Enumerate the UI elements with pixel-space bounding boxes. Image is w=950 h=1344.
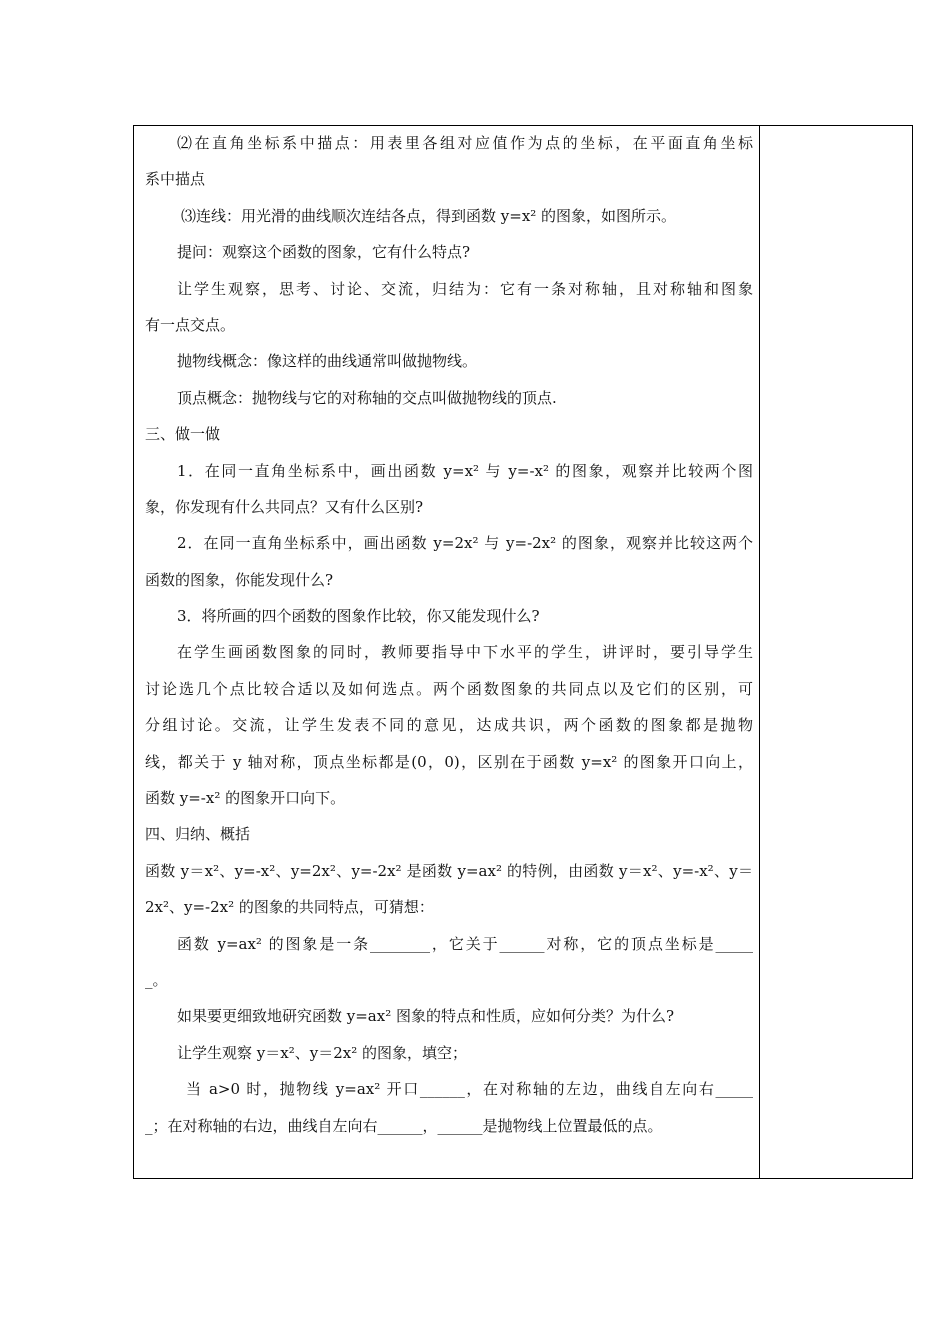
text-line-5: 让学生观察，思考、讨论、交流，归结为：它有一条对称轴，且对称轴和图象 [177, 279, 753, 298]
text-line-11: 象，你发现有什么共同点？又有什么区别? [145, 497, 424, 516]
fill-blank-line-2: _。 [145, 970, 168, 989]
text-line-25: 如果要更细致地研究函数 y=ax² 图象的特点和性质，应如何分类？为什么? [177, 1007, 675, 1026]
text-line-18: 线，都关于 y 轴对称，顶点坐标都是(0，0)，区别在于函数 y=x² 的图象开口向上， [145, 752, 753, 771]
text-line-8: 顶点概念：抛物线与它的对称轴的交点叫做抛物线的顶点. [177, 388, 557, 407]
text-line-16: 讨论选几个点比较合适以及如何选点。两个函数图象的共同点以及它们的区别，可 [145, 679, 753, 698]
lesson-content [145, 125, 753, 1144]
text-line-14: 3．将所画的四个函数的图象作比较，你又能发现什么? [177, 607, 540, 626]
text-line-2: 系中描点 [145, 170, 206, 189]
text-line-19: 函数 y=-x² 的图象开口向下。 [145, 789, 346, 808]
text-line-13: 函数的图象，你能发现什么? [145, 570, 334, 589]
fill-blank-line-3: 当 a>0 时，抛物线 y=ax² 开口______，在对称轴的左边，曲线自左向右_____ [186, 1080, 753, 1099]
table-column-divider [759, 125, 760, 1179]
text-line-1: ⑵在直角坐标系中描点：用表里各组对应值作为点的坐标，在平面直角坐标 [177, 134, 753, 152]
text-line-6: 有一点交点。 [145, 315, 236, 334]
text-line-17: 分组讨论。交流，让学生发表不同的意见，达成共识，两个函数的图象都是抛物 [145, 716, 753, 735]
text-line-15: 在学生画函数图象的同时，教师要指导中下水平的学生，讲评时，要引导学生 [177, 643, 753, 662]
text-line-26: 让学生观察 y＝x²、y＝2x² 的图象，填空； [177, 1043, 467, 1062]
fill-blank-line-4: _；在对称轴的右边，曲线自左向右______，______是抛物线上位置最低的点。 [145, 1116, 663, 1135]
text-line-7: 抛物线概念：像这样的曲线通常叫做抛物线。 [177, 352, 478, 371]
text-line-12: 2．在同一直角坐标系中，画出函数 y=2x² 与 y=-2x² 的图象，观察并比较这两个 [177, 534, 753, 553]
text-line-21: 函数 y＝x²、y=-x²、y=2x²、y=-2x² 是函数 y=ax² 的特例，由函数 y＝x²、y=-x²、y＝ [145, 861, 753, 880]
text-line-10: 1．在同一直角坐标系中，画出函数 y=x² 与 y=-x² 的图象，观察并比较两个图 [177, 461, 753, 480]
text-line-4: 提问：观察这个函数的图象，它有什么特点? [177, 243, 471, 262]
section-heading-3: 三、做一做 [145, 425, 221, 444]
text-line-3: ⑶连线：用光滑的曲线顺次连结各点，得到函数 y=x² 的图象，如图所示。 [181, 206, 677, 225]
text-line-22: 2x²、y=-2x² 的图象的共同特点，可猜想： [145, 898, 434, 917]
fill-blank-line-1: 函数 y=ax² 的图象是一条________，它关于______对称，它的顶点坐标是_____ [177, 934, 753, 953]
section-heading-4: 四、归纳、概括 [145, 825, 251, 844]
